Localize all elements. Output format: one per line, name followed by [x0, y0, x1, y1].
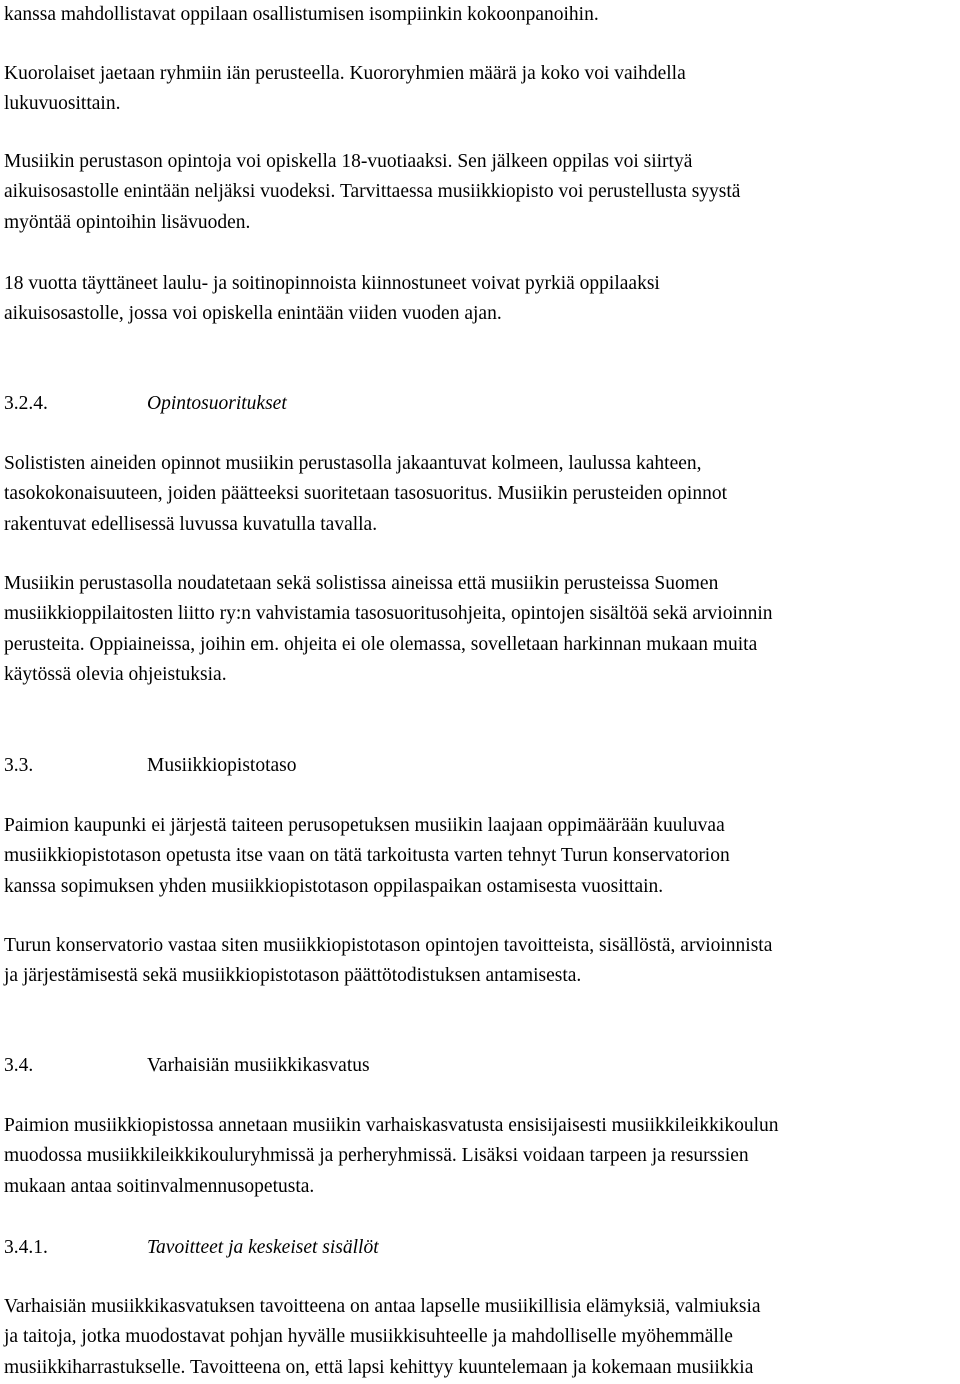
text-line: käytössä olevia ohjeistuksia. [4, 664, 227, 686]
paragraph [4, 269, 660, 330]
text-line: rakentuvat edellisessä luvussa kuvatulla tavalla. [4, 513, 378, 535]
section-number: 3.4. [4, 1055, 34, 1076]
text-line: kanssa mahdollistavat oppilaan osallistumisen isompiinkin kokoonpanoihin. [4, 4, 599, 25]
document-page [4, 0, 956, 1384]
text-line: Turun konservatorio vastaa siten musiikkiopistotason opintojen tavoitteista, sisällöstä, arvioinnista [4, 935, 773, 956]
section-heading-3-4 [4, 1051, 370, 1081]
paragraph [4, 147, 740, 238]
paragraph [4, 449, 727, 540]
section-number: 3.3. [4, 755, 34, 776]
paragraph [4, 59, 686, 120]
text-line: myöntää opintoihin lisävuoden. [4, 211, 251, 233]
section-heading-3-2-4 [4, 389, 287, 419]
text-line: Musiikin perustasolla noudatetaan sekä solistissa aineissa että musiikin perusteissa Suomen [4, 573, 719, 594]
text-line: tasokokonaisuuteen, joiden päätteeksi suoritetaan tasosuoritus. Musiikin perusteiden opinnot [4, 483, 727, 505]
text-line: musiikkioppilaitosten liitto ry:n vahvistamia tasosuoritusohjeita, opintojen sisältöä sekä arvioinnin [4, 603, 773, 625]
section-number: 3.4.1. [4, 1237, 48, 1258]
paragraph [4, 0, 599, 30]
paragraph [4, 1111, 779, 1202]
text-line: ja järjestämisestä sekä musiikkiopistotason päättötodistuksen antamisesta. [4, 965, 582, 987]
text-line: musiikkiharrastukselle. Tavoitteena on, että lapsi kehittyy kuuntelemaan ja kokemaan musiikkia [4, 1356, 754, 1378]
paragraph [4, 811, 730, 902]
text-line: perusteita. Oppiaineissa, joihin em. ohjeita ei ole olemassa, sovelletaan harkinnan mukaan muita [4, 633, 758, 655]
section-title: Musiikkiopistotaso [147, 755, 297, 776]
text-line: Paimion kaupunki ei järjestä taiteen perusopetuksen musiikin laajaan oppimäärään kuuluvaa [4, 815, 725, 836]
text-line: ja taitoja, jotka muodostavat pohjan hyvälle musiikkisuhteelle ja mahdolliselle myöhemmälle [4, 1326, 733, 1348]
text-line: Solististen aineiden opinnot musiikin perustasolla jakaantuvat kolmeen, laulussa kahteen, [4, 453, 702, 474]
text-line: Paimion musiikkiopistossa annetaan musiikin varhaiskasvatusta ensisijaisesti musiikkileikkikoulun [4, 1115, 779, 1136]
text-line: 18 vuotta täyttäneet laulu- ja soitinopinnoista kiinnostuneet voivat pyrkiä oppilaaksi [4, 273, 660, 294]
text-line: Kuorolaiset jaetaan ryhmiin iän perusteella. Kuororyhmien määrä ja koko voi vaihdella [4, 63, 686, 84]
text-line: Musiikin perustason opintoja voi opiskella 18-vuotiaaksi. Sen jälkeen oppilas voi siirtyä [4, 151, 693, 172]
paragraph [4, 1292, 761, 1383]
section-title: Opintosuoritukset [147, 393, 287, 414]
text-line: aikuisosastolle, jossa voi opiskella enintään viiden vuoden ajan. [4, 303, 502, 325]
text-line: lukuvuosittain. [4, 93, 121, 115]
text-line: mukaan antaa soitinvalmennusopetusta. [4, 1175, 315, 1197]
section-title: Varhaisiän musiikkikasvatus [147, 1055, 370, 1076]
section-heading-3-4-1 [4, 1233, 379, 1263]
paragraph [4, 569, 773, 691]
text-line: musiikkiopistotason opetusta itse vaan on tätä tarkoitusta varten tehnyt Turun konservatorion [4, 845, 730, 867]
text-line: muodossa musiikkileikkikouluryhmissä ja perheryhmissä. Lisäksi voidaan tarpeen ja resurssien [4, 1145, 749, 1167]
text-line: aikuisosastolle enintään neljäksi vuodeksi. Tarvittaessa musiikkiopisto voi perustellusta syystä [4, 181, 741, 203]
paragraph [4, 931, 772, 992]
section-number: 3.2.4. [4, 393, 48, 414]
text-line: Varhaisiän musiikkikasvatuksen tavoitteena on antaa lapselle musiikillisia elämyksiä, valmiuksia [4, 1296, 761, 1317]
section-heading-3-3 [4, 751, 297, 781]
text-line: kanssa sopimuksen yhden musiikkiopistotason oppilaspaikan ostamisesta vuosittain. [4, 875, 664, 897]
section-title: Tavoitteet ja keskeiset sisällöt [147, 1237, 379, 1258]
